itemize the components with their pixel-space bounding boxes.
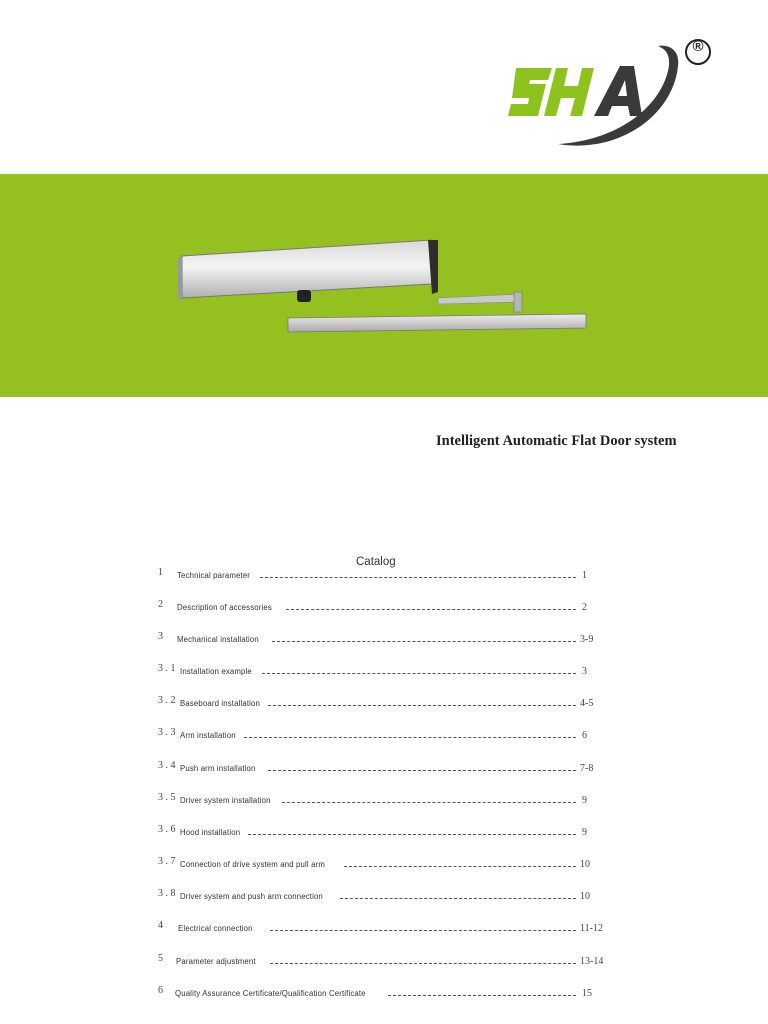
toc-entry[interactable] [0, 792, 768, 814]
toc-number: 3 . 2 [158, 695, 176, 706]
toc-number: 5 [158, 953, 163, 964]
toc-number: 3 . 1 [158, 663, 176, 674]
toc-label: Installation example [180, 667, 255, 676]
toc-leader [262, 673, 576, 674]
toc-page: 2 [582, 602, 587, 613]
toc-page: 4-5 [580, 698, 594, 709]
toc-leader [272, 641, 576, 642]
toc-page: 9 [582, 795, 587, 806]
toc-entry[interactable] [0, 663, 768, 685]
toc-leader [268, 705, 576, 706]
toc-number: 1 [158, 567, 163, 578]
toc-leader [260, 577, 576, 578]
toc-label: Technical parameter [177, 571, 253, 580]
toc-label: Driver system and push arm connection [180, 892, 326, 901]
toc-entry[interactable] [0, 727, 768, 749]
toc-label: Hood installation [180, 828, 243, 837]
toc-entry[interactable] [0, 888, 768, 910]
toc-entry[interactable] [0, 856, 768, 878]
toc-entry[interactable] [0, 599, 768, 621]
toc-label: Push arm installation [180, 764, 259, 773]
toc-leader [282, 802, 576, 803]
toc-label: Baseboard installation [180, 699, 263, 708]
toc-number: 3 . 7 [158, 856, 176, 867]
toc-leader [268, 770, 576, 771]
toc-page: 11-12 [580, 923, 603, 934]
toc-label: Mechanical installation [177, 635, 262, 644]
catalog-heading: Catalog [356, 556, 396, 568]
toc-page: 9 [582, 827, 587, 838]
toc-page: 1 [582, 570, 587, 581]
toc-label: Description of accessories [177, 603, 275, 612]
toc-page: 10 [580, 859, 590, 870]
toc-leader [340, 898, 576, 899]
toc-label: Parameter adjustment [176, 957, 259, 966]
toc-label: Electrical connection [178, 924, 256, 933]
toc-page: 10 [580, 891, 590, 902]
toc-page: 15 [582, 988, 592, 999]
toc-leader [388, 995, 576, 996]
toc-leader [286, 609, 576, 610]
toc-number: 3 [158, 631, 163, 642]
toc-number: 4 [158, 920, 163, 931]
toc-page: 6 [582, 730, 587, 741]
toc-number: 2 [158, 599, 163, 610]
registered-mark: ® [692, 38, 704, 55]
toc-leader [270, 930, 576, 931]
toc-leader [344, 866, 576, 867]
toc-entry[interactable] [0, 760, 768, 782]
toc-leader [270, 963, 576, 964]
toc-entry[interactable] [0, 953, 768, 975]
toc-number: 6 [158, 985, 163, 996]
document-title: Intelligent Automatic Flat Door system [436, 433, 677, 449]
toc-entry[interactable] [0, 920, 768, 942]
toc-entry[interactable] [0, 824, 768, 846]
toc-number: 3 . 8 [158, 888, 176, 899]
brand-logo [508, 36, 720, 154]
toc-number: 3 . 6 [158, 824, 176, 835]
toc-label: Connection of drive system and pull arm [180, 860, 328, 869]
toc-page: 7-8 [580, 763, 594, 774]
toc-entry[interactable] [0, 985, 768, 1007]
toc-label: Quality Assurance Certificate/Qualification Certificate [175, 989, 369, 998]
toc-entry[interactable] [0, 695, 768, 717]
toc-entry[interactable] [0, 567, 768, 589]
toc-page: 13-14 [580, 956, 604, 967]
toc-label: Driver system installation [180, 796, 274, 805]
door-operator-product-image [170, 232, 590, 336]
toc-number: 3 . 5 [158, 792, 176, 803]
toc-leader [248, 834, 576, 835]
toc-page: 3-9 [580, 634, 594, 645]
toc-label: Arm installation [180, 731, 239, 740]
toc-entry[interactable] [0, 631, 768, 653]
toc-number: 3 . 3 [158, 727, 176, 738]
toc-page: 3 [582, 666, 587, 677]
toc-number: 3 . 4 [158, 760, 176, 771]
toc-leader [244, 737, 576, 738]
